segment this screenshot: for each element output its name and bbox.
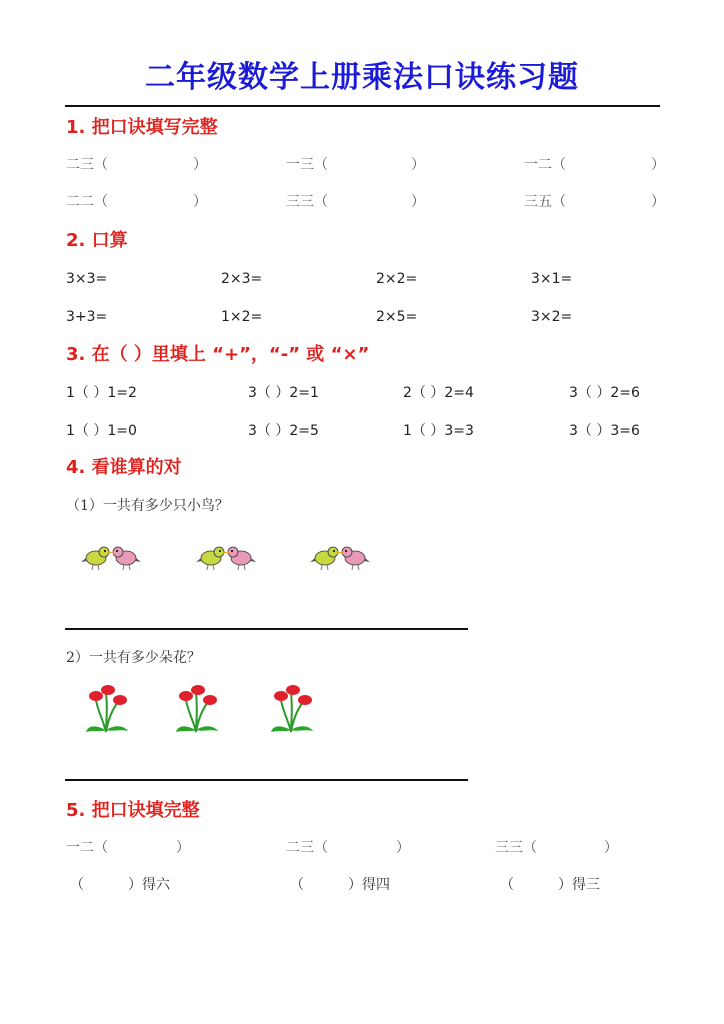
operator-fill-item[interactable]: 3（ ）2=5 [248, 423, 319, 439]
mnemonic-blank-close[interactable]: ） [411, 157, 425, 173]
mnemonic-prompt: 一二（ [66, 840, 108, 856]
operator-fill-item[interactable]: 1（ ）1=2 [66, 385, 137, 401]
operator-fill-item[interactable]: 2（ ）2=4 [403, 385, 474, 401]
flower-bunch-icon [269, 684, 315, 738]
mental-math-item[interactable]: 3×2= [531, 309, 573, 325]
mnemonic-prompt: 三三（ [495, 840, 537, 856]
answer-line-flowers[interactable] [65, 779, 468, 781]
question-flowers: 2）一共有多少朵花？ [66, 650, 201, 666]
mental-math-item[interactable]: 2×2= [376, 271, 418, 287]
mnemonic-prompt: 二三（ [286, 840, 328, 856]
flower-bunch-icon [84, 684, 130, 738]
mnemonic-prompt: 一三（ [286, 157, 328, 173]
mnemonic-result: ）得六 [128, 877, 170, 893]
title-divider [65, 105, 660, 107]
answer-line-birds[interactable] [65, 628, 468, 630]
mnemonic-blank-close[interactable]: ） [411, 194, 425, 210]
mental-math-item[interactable]: 1×2= [221, 309, 263, 325]
mnemonic-blank-close[interactable]: ） [396, 840, 410, 856]
bird-pair-icon [195, 540, 257, 580]
mnemonic-blank-close[interactable]: ） [193, 194, 207, 210]
section-5-heading: 5. 把口诀填完整 [66, 800, 200, 821]
mnemonic-blank-open[interactable]: （ [500, 877, 514, 893]
mental-math-item[interactable]: 2×5= [376, 309, 418, 325]
flower-bunch-icon [174, 684, 220, 738]
page-title: 二年级数学上册乘法口诀练习题 [145, 60, 579, 95]
question-birds: （1）一共有多少只小鸟？ [66, 498, 229, 514]
section-3-heading: 3. 在（ ）里填上 “+”，“-” 或 “×” [66, 344, 370, 365]
section-4-heading: 4. 看谁算的对 [66, 457, 182, 478]
mnemonic-blank-close[interactable]: ） [176, 840, 190, 856]
mnemonic-prompt: 二二（ [66, 194, 108, 210]
mental-math-item[interactable]: 3×1= [531, 271, 573, 287]
mental-math-item[interactable]: 3×3= [66, 271, 108, 287]
bird-pair-icon [80, 540, 142, 580]
mnemonic-blank-close[interactable]: ） [193, 157, 207, 173]
operator-fill-item[interactable]: 3（ ）3=6 [569, 423, 640, 439]
mnemonic-prompt: 三五（ [524, 194, 566, 210]
section-2-heading: 2. 口算 [66, 230, 128, 251]
mnemonic-blank-close[interactable]: ） [604, 840, 618, 856]
bird-pair-icon [309, 540, 371, 580]
operator-fill-item[interactable]: 3（ ）2=6 [569, 385, 640, 401]
mnemonic-prompt: 三三（ [286, 194, 328, 210]
mnemonic-prompt: 一二（ [524, 157, 566, 173]
section-1-heading: 1. 把口诀填写完整 [66, 117, 218, 138]
mnemonic-blank-open[interactable]: （ [70, 877, 84, 893]
mnemonic-result: ）得四 [348, 877, 390, 893]
mnemonic-result: ）得三 [558, 877, 600, 893]
mnemonic-blank-close[interactable]: ） [651, 157, 665, 173]
operator-fill-item[interactable]: 1（ ）1=0 [66, 423, 137, 439]
mental-math-item[interactable]: 3+3= [66, 309, 108, 325]
operator-fill-item[interactable]: 1（ ）3=3 [403, 423, 474, 439]
mental-math-item[interactable]: 2×3= [221, 271, 263, 287]
mnemonic-blank-open[interactable]: （ [290, 877, 304, 893]
operator-fill-item[interactable]: 3（ ）2=1 [248, 385, 319, 401]
mnemonic-prompt: 二三（ [66, 157, 108, 173]
mnemonic-blank-close[interactable]: ） [651, 194, 665, 210]
